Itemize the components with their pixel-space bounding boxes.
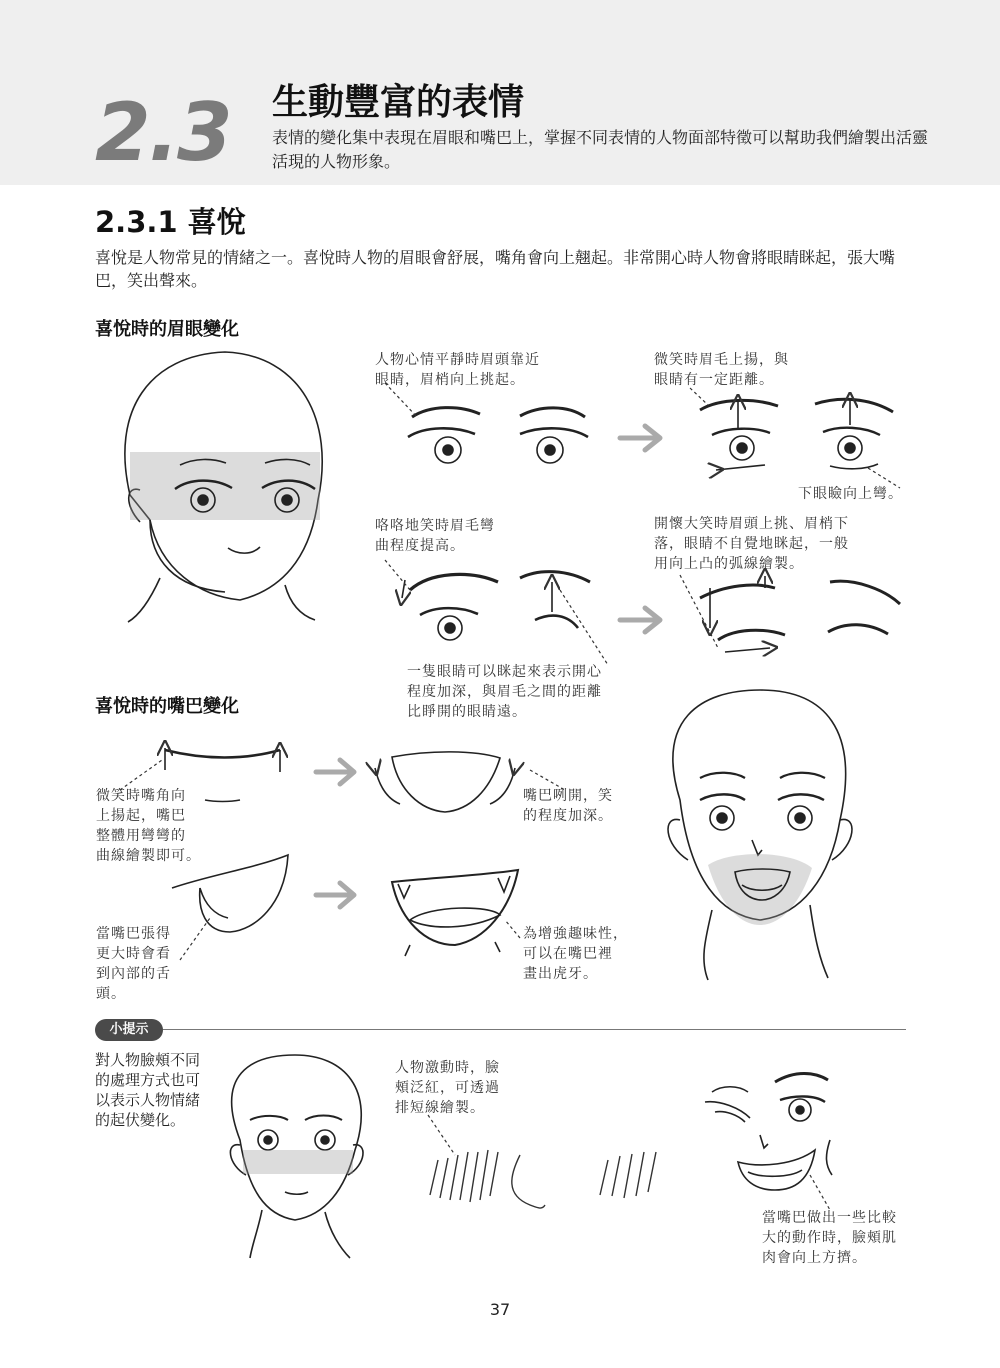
note-mouth-tongue: 當嘴巴張得 更大時會看 到內部的舌 頭。 — [96, 926, 171, 1002]
note-lower-lid: 下眼瞼向上彎。 — [798, 486, 903, 502]
eyes-laugh-illustration — [700, 576, 900, 652]
section-title: 2.3.1 喜悅 — [95, 205, 246, 239]
chapter-intro: 表情的變化集中表現在眉眼和嘴巴上，掌握不同表情的人物面部特徵可以幫助我們繪製出活靈活現的人物形象。 — [272, 128, 929, 171]
chapter-title: 生動豐富的表情 — [272, 82, 525, 123]
section-body: 喜悅是人物常見的情緒之一。喜悅時人物的眉眼會舒展，嘴角會向上翹起。非常開心時人物會將眼睛眯起，張大嘴巴，笑出聲來。 — [95, 248, 896, 290]
cheek-region-highlight — [243, 1150, 353, 1174]
head-laughing-illustration — [668, 690, 852, 980]
arrow-right-icon — [620, 608, 660, 632]
note-giggle-eyebrows: 咯咯地笑時眉毛彎 曲程度提高。 — [375, 518, 495, 554]
face-cheek-squeeze-illustration — [705, 1074, 832, 1191]
arrow-right-icon — [316, 760, 354, 784]
tip-divider — [163, 1029, 906, 1030]
note-mouth-grin: 嘴巴咧開，笑 的程度加深。 — [523, 788, 613, 824]
tip-badge: 小提示 — [95, 1019, 163, 1041]
eyebrows-subtitle: 喜悅時的眉眼變化 — [95, 319, 239, 340]
mouth-subtitle: 喜悅時的嘴巴變化 — [95, 696, 239, 717]
arrow-right-icon — [316, 883, 354, 907]
mouth-fangs-illustration — [392, 870, 518, 956]
tip-text: 對人物臉頰不同的處理方式也可以表示人物情緒的起伏變化。 — [95, 1051, 201, 1129]
note-blush: 人物激動時，臉 頰泛紅，可透過 排短線繪製。 — [395, 1060, 500, 1116]
eyes-smile-illustration — [700, 399, 893, 470]
note-laugh-eyebrows: 開懷大笑時眉頭上挑、眉梢下 落，眼睛不自覺地眯起，一般 用向上凸的弧線繪製。 — [654, 516, 849, 572]
mouth-grin-illustration — [375, 752, 515, 812]
note-mouth-fangs: 為增強趣味性， 可以在嘴巴裡 畫出虎牙。 — [523, 926, 628, 982]
page-number: 37 — [489, 1300, 511, 1319]
note-cheek-squeeze: 當嘴巴做出一些比較 大的動作時，臉頰肌 肉會向上方擠。 — [762, 1210, 897, 1266]
note-smile-eyebrows: 微笑時眉毛上揚，與 眼睛有一定距離。 — [654, 352, 789, 388]
eyes-calm-illustration — [408, 408, 588, 463]
arrow-right-icon — [620, 426, 660, 450]
blush-hatching-illustration — [430, 1150, 656, 1208]
eyes-giggle-illustration — [402, 572, 590, 640]
note-calm-eyebrows: 人物心情平靜時眉頭靠近 眼睛，眉梢向上挑起。 — [375, 352, 540, 388]
chapter-number: 2.3 — [95, 86, 231, 179]
note-mouth-smile: 微笑時嘴角向 上揚起，嘴巴 整體用彎彎的 曲線繪製即可。 — [96, 788, 201, 864]
note-one-eye: 一隻眼睛可以眯起來表示開心 程度加深，與眉毛之間的距離 比睜開的眼睛遠。 — [407, 664, 602, 720]
mouth-tongue-illustration — [172, 855, 288, 932]
